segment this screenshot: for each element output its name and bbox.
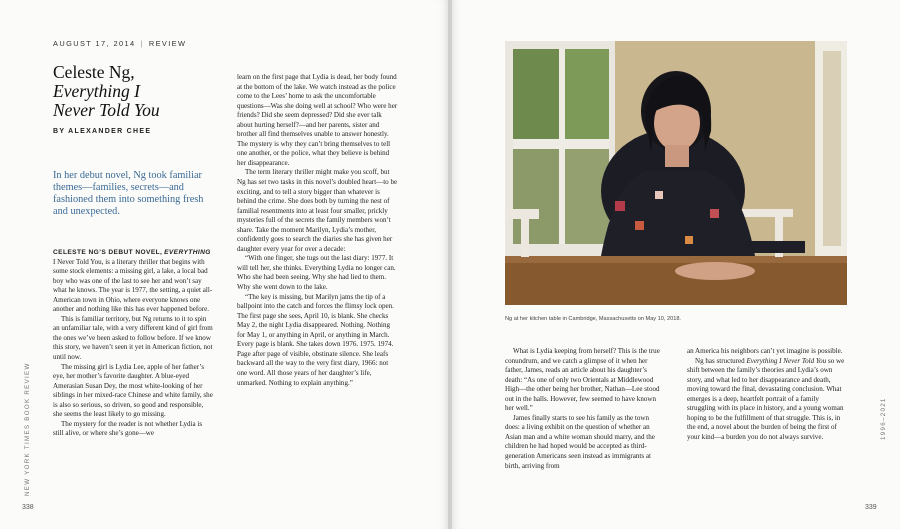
author-photo <box>505 41 847 305</box>
running-head-vertical: NEW YORK TIMES BOOK REVIEW <box>24 362 31 496</box>
paragraph: This is familiar territory, but Ng returns to it to spin an unfamiliar tale, with a very different kind of girl from the ones we’ve been asked to follow before. If we know this story, we haven’t seen it yet in American fiction, not until now. <box>53 314 213 362</box>
left-page <box>0 0 448 529</box>
book-title: Everything I Never Told You <box>746 356 827 365</box>
paragraph: James finally starts to see his family as the town does: a living exhibit on the question of whether an Asian man and a white woman should marry, and the children he had hoped would be accepted as third-generation Americans seen instead as immigrants at birth, arriving from <box>505 413 655 470</box>
page-number-left: 338 <box>22 504 34 511</box>
column-3 <box>505 347 665 471</box>
meta-section: REVIEW <box>148 39 187 48</box>
paragraph: an America his neighbors can’t yet imagine is possible. <box>687 347 843 355</box>
headline-line-2: Everything I <box>53 81 140 101</box>
meta-date: AUGUST 17, 2014 <box>53 39 136 48</box>
paragraph: “With one finger, she tugs out the last diary: 1977. It will tell her, she thinks. Everything Lydia no longer can. Who she had been seeing. Why she had lied to them. Why she went down to the lake. <box>237 254 396 292</box>
lead-title <box>164 249 211 256</box>
paragraph-text: Ng has structured <box>695 356 747 365</box>
paragraph-text: so we shift between the family’s theories and Lydia’s own story, and what led to her disappearance and death, moving toward the final, devastating conclusion. What emerges is a deep, heartfelt portrait of a family struggling with its place in history, and a young woman hoping to be the fulfillment of that struggle. This is, in the end, a novel about the burden of being the first of your kind—a burden you do not always survive. <box>687 356 845 441</box>
paragraph: The mystery for the reader is not whether Lydia is still alive, or where she’s gone—we <box>53 419 203 438</box>
column-2 <box>237 73 399 388</box>
page-number-right: 339 <box>865 504 877 511</box>
photo-caption: Ng at her kitchen table in Cambridge, Massachusetts on May 10, 2018. <box>505 316 681 322</box>
article-meta <box>53 39 186 48</box>
year-range-vertical: 1996–2021 <box>880 397 887 440</box>
author-photo-illustration <box>505 41 847 305</box>
meta-separator: | <box>140 39 144 48</box>
byline: BY ALEXANDER CHEE <box>53 128 152 135</box>
paragraph <box>687 357 849 443</box>
paragraph: learn on the first page that Lydia is dead, her body found at the bottom of the lake. We watch instead as the police come to the Lees’ home to ask the uncomfortable questions—Was she doing well at school? Who were her friends? Did she seem depressed? Did she ever talk about hurting herself?—and her parents, sister and brother all find themselves unable to answer honestly. The mystery is why they can’t bring themselves to tell one another, or the police, what they believe is behind her disappearance. <box>237 73 398 167</box>
paragraph: “The key is missing, but Marilyn jams the tip of a ballpoint into the catch and forces the flimsy lock open. The first page she sees, April 10, is blank. She checks May 2, the night Lydia disappeared. Nothing. Nothing for May 1, or anything in April, or anything in March. Every page is blank. She takes down 1976. 1975. 1974. Page after page of visible, obstinate silence. She leafs backward all the way to the very first diary, 1966: not one word. All those years of her daughter’s life, unmarked. Nothing to explain anything.” <box>237 292 394 387</box>
deck: In her debut novel, Ng took familiar themes—families, secrets—and fashioned them into something fresh and unexpected. <box>53 170 204 217</box>
headline-line-3: Never Told You <box>53 100 160 120</box>
paragraph-text: I Never Told You, is a literary thriller that begins with some stock elements: a missing girl, a lake, a local bad boy who was one of the last to see her and won’t say what he knows. The year is 1977, the setting, a quiet all-American town in Ohio, where everyone knows one another and nothing like this has ever happened before. <box>53 257 213 314</box>
lead-title-text: EVERYTHING <box>164 249 211 256</box>
paragraph: The missing girl is Lydia Lee, apple of her father’s eye, her mother’s favorite daughter. A blue-eyed Amerasian Susan Dey, the most white-looking of her siblings in her mixed-race Chinese and white family, she is also so serious, so driven, so good and responsible, she seems the least likely to go missing. <box>53 362 213 419</box>
headline-line-1: Celeste Ng, <box>53 62 135 82</box>
paragraph: What is Lydia keeping from herself? This is the true conundrum, and we catch a glimpse of it when her father, James, reads an article about his daughter’s death: “As one of only two Orientals at Middlewood High—the other being her brother, Nathan—Lee stood out in the halls. However, few seemed to have known her well.” <box>505 347 660 413</box>
paragraph: The term literary thriller might make you scoff, but Ng has set two tasks in this novel’s doubled heart—to be exciting, and to tell a story bigger than whatever is behind the crime. She does both by turning the nest of familial resentments into at least four smaller, prickly mysteries full of the secrets the family members won’t share. Take the moment Marilyn, Lydia’s mother, confidently goes to search the diaries she has given her daughter every year for over a decade: <box>237 168 398 253</box>
lead-caps: CELESTE NG’S DEBUT NOVEL, <box>53 249 163 256</box>
column-1 <box>53 248 213 439</box>
column-4 <box>687 347 849 442</box>
headline <box>53 63 223 120</box>
paragraph <box>53 248 213 315</box>
